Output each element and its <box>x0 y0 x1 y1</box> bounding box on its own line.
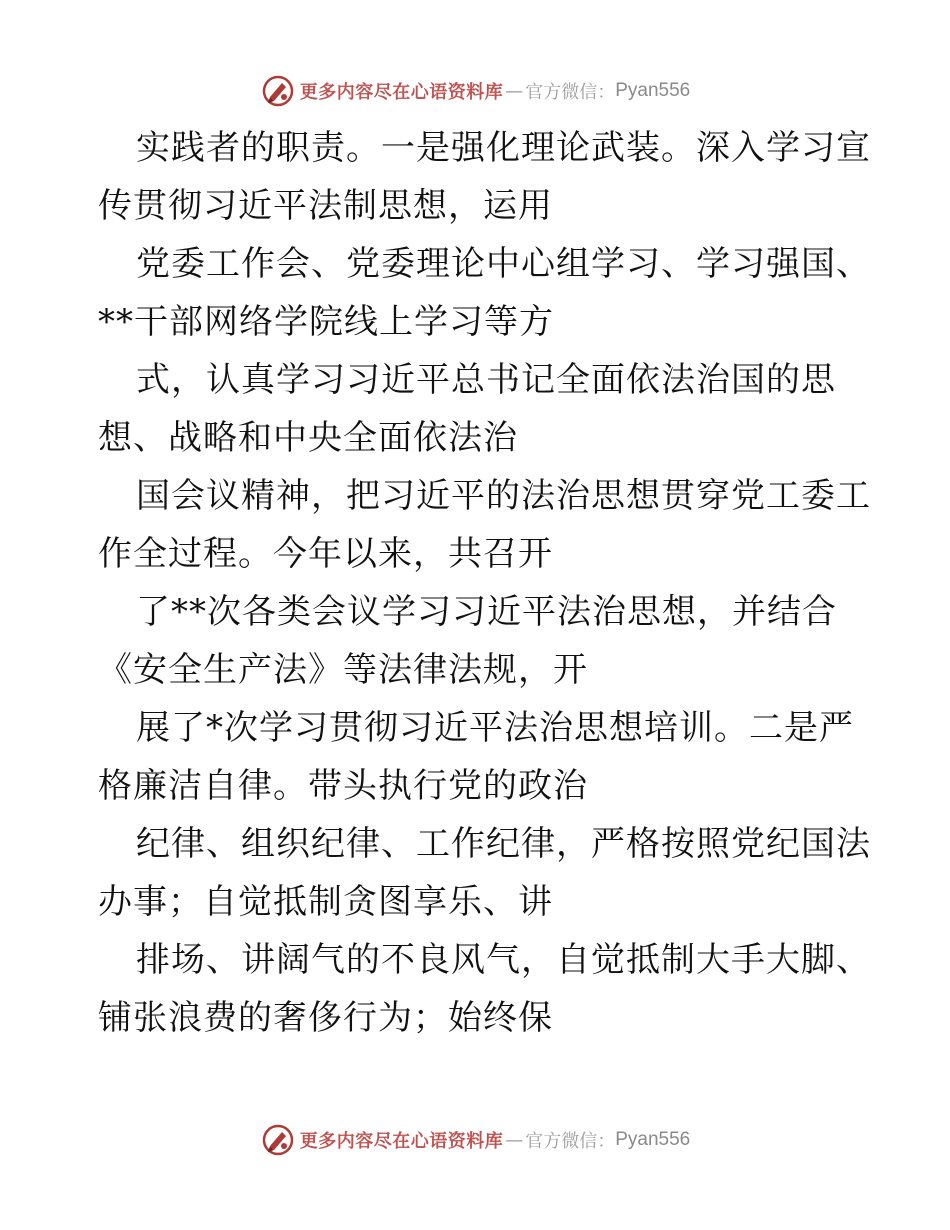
document-body <box>98 119 871 1047</box>
text-line: 作全过程。今年以来，共召开 <box>98 534 553 574</box>
text-line: 国会议精神，把习近平的法治思想贯穿党工委工 <box>136 476 871 516</box>
watermark-sub-text: 官方微信： <box>525 1131 616 1152</box>
watermark-main-text: 更多内容尽在心语资料库 <box>299 1131 504 1152</box>
text-line: 式，认真学习习近平总书记全面依法治国的思 <box>136 360 836 400</box>
text-line: 展了*次学习贯彻习近平法治思想培训。二是严 <box>136 708 854 748</box>
pen-circle-logo-icon <box>260 1122 296 1158</box>
text-line: 办事；自觉抵制贪图享乐、讲 <box>98 882 553 922</box>
text-line: 了**次各类会议学习习近平法治思想，并结合 <box>136 592 837 632</box>
text-line: 纪律、组织纪律、工作纪律，严格按照党纪国法 <box>136 824 871 864</box>
text-line: 排场、讲阔气的不良风气，自觉抵制大手大脚、 <box>136 940 871 980</box>
text-line: 《安全生产法》等法律法规，开 <box>98 650 588 690</box>
text-line: 传贯彻习近平法制思想，运用 <box>98 186 553 226</box>
watermark-main-text: 更多内容尽在心语资料库 <box>299 82 504 103</box>
footer-watermark <box>0 1120 950 1160</box>
watermark-dash: — <box>505 1129 524 1151</box>
watermark-sub-text: 官方微信： <box>525 82 616 103</box>
pen-circle-logo-icon <box>260 73 296 109</box>
watermark-wechat-id: Pyan556 <box>615 80 691 101</box>
text-line: 想、战略和中央全面依法治 <box>98 418 518 458</box>
text-line: 党委工作会、党委理论中心组学习、学习强国、 <box>136 244 871 284</box>
text-line: 格廉洁自律。带头执行党的政治 <box>98 766 588 806</box>
watermark-wechat-id: Pyan556 <box>615 1129 691 1150</box>
text-line: **干部网络学院线上学习等方 <box>98 302 554 342</box>
header-watermark <box>0 71 950 111</box>
text-line: 实践者的职责。一是强化理论武装。深入学习宣 <box>136 128 871 168</box>
text-line: 铺张浪费的奢侈行为；始终保 <box>98 998 553 1038</box>
watermark-dash: — <box>505 80 524 102</box>
